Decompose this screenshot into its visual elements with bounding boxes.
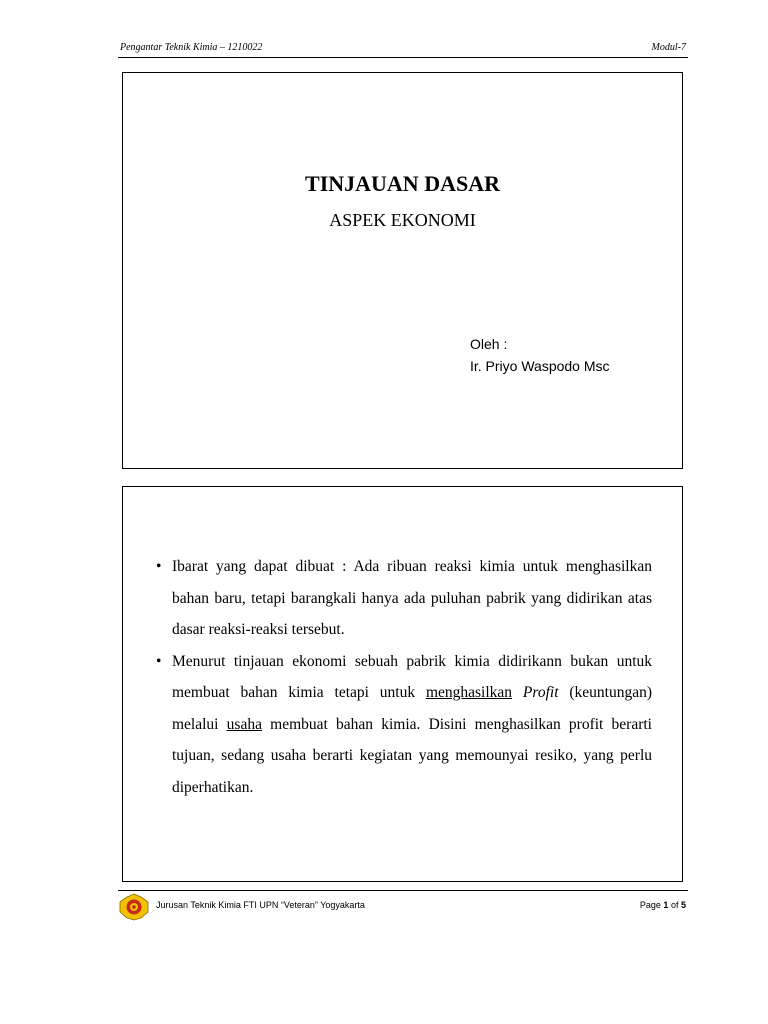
content-slide [122,486,683,882]
bullet-icon: • [156,558,162,575]
underlined-term: usaha [226,715,262,733]
slide-subtitle: ASPEK EKONOMI [329,210,476,230]
institution-name: Jurusan Teknik Kimia FTI UPN “Veteran” Yogyakarta [156,900,365,910]
bullet-text-part: membuat bahan kimia. Disini menghasilkan profit berarti tujuan, sedang usaha berarti kegiatan yang memounyai resiko, yang perlu diperhatikan. [172,715,652,796]
bullet-text: Ibarat yang dapat dibuat : Ada ribuan reaksi kimia untuk menghasilkan bahan baru, tetapi barangkali hanya ada puluhan pabrik yang didirikan atas dasar reaksi-reaksi tersebut. [172,558,652,638]
author-label: Oleh : [470,336,508,352]
list-item [156,646,652,804]
underlined-term: menghasilkan [425,684,513,701]
page-number: Page 1 of 5 [639,900,686,910]
slide-title: TINJAUAN DASAR [305,171,500,196]
bullet-text-part: (keuntungan) melalui [172,684,653,733]
italic-term: Profit [522,684,559,701]
list-item [156,551,652,646]
total-pages: 5 [680,900,686,910]
university-emblem-icon [118,893,150,921]
bullet-text-part: Menurut tinjauan ekonomi sebuah pabrik kimia didirikann bukan untuk membuat bahan kimia tetapi untuk [172,652,652,701]
author-name: Ir. Priyo Waspodo Msc [470,358,610,374]
title-slide [122,72,683,469]
header-rule [118,57,688,58]
course-title: Pengantar Teknik Kimia – 1210022 [120,42,263,53]
bullet-icon: • [156,652,162,670]
module-label: Modul-7 [651,42,686,53]
author-block [470,333,610,377]
bullet-list [156,551,652,803]
current-page: 1 [663,900,669,910]
footer-rule [118,890,688,891]
